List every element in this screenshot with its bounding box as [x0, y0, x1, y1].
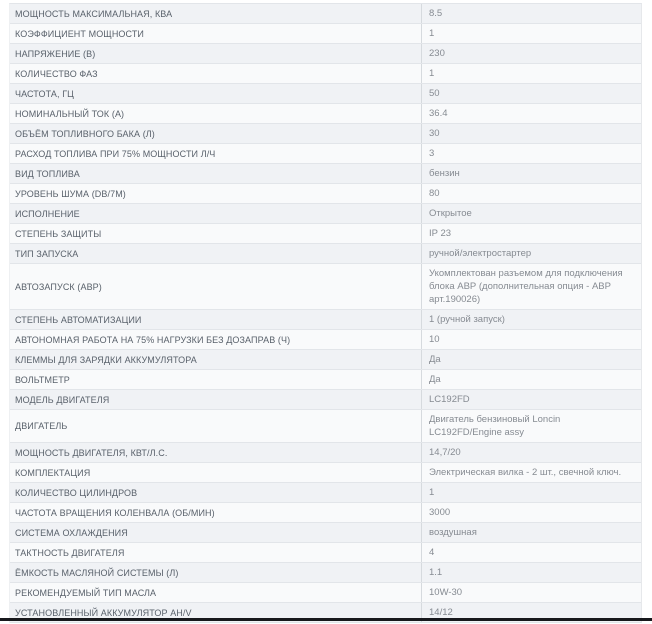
- spec-param-value: Укомплектован разъемом для подключения блока АВР (дополнительная опция - АВР арт.190026): [421, 264, 641, 309]
- table-row: [10, 184, 641, 204]
- table-row: [10, 204, 641, 224]
- spec-param-label: ТИП ЗАПУСКА: [15, 248, 79, 259]
- spec-param-label: СТЕПЕНЬ АВТОМАТИЗАЦИИ: [15, 314, 142, 325]
- spec-param-value: Двигатель бензиновый Loncin LC192FD/Engine assy: [421, 410, 641, 442]
- spec-param-label: КЛЕММЫ ДЛЯ ЗАРЯДКИ АККУМУЛЯТОРА: [15, 354, 197, 365]
- table-row: [10, 124, 641, 144]
- spec-param-label: ОБЪЁМ ТОПЛИВНОГО БАКА (Л): [15, 128, 155, 139]
- table-row: [10, 350, 641, 370]
- spec-param-label: МОЩНОСТЬ ДВИГАТЕЛЯ, КВТ/Л.С.: [15, 447, 168, 458]
- table-row: [10, 410, 641, 443]
- spec-param-value: 10W-30: [421, 583, 641, 602]
- spec-param-value: 10: [421, 330, 641, 349]
- table-row: [10, 523, 641, 543]
- table-row: [10, 503, 641, 523]
- spec-param-value: 14/12: [421, 603, 641, 622]
- table-row: [10, 330, 641, 350]
- spec-param-value: 30: [421, 124, 641, 143]
- spec-param-value: 3000: [421, 503, 641, 522]
- table-row: [10, 310, 641, 330]
- spec-param-value: 1: [421, 483, 641, 502]
- spec-param-label: МОЩНОСТЬ МАКСИМАЛЬНАЯ, КВА: [15, 8, 173, 19]
- table-row: [10, 144, 641, 164]
- spec-table: [9, 3, 642, 623]
- spec-param-label: УСТАНОВЛЕННЫЙ АККУМУЛЯТОР АН/V: [15, 607, 192, 618]
- table-row: [10, 583, 641, 603]
- table-row: [10, 244, 641, 264]
- spec-param-value: 1.1: [421, 563, 641, 582]
- spec-param-value: Да: [421, 370, 641, 389]
- spec-param-label: РЕКОМЕНДУЕМЫЙ ТИП МАСЛА: [15, 587, 157, 598]
- spec-param-value: Электрическая вилка - 2 шт., свечной ключ.: [421, 463, 641, 482]
- spec-param-value: ручной/электростартер: [421, 244, 641, 263]
- spec-param-value: Открытое: [421, 204, 641, 223]
- table-row: [10, 64, 641, 84]
- spec-param-value: 4: [421, 543, 641, 562]
- table-row: [10, 104, 641, 124]
- spec-param-value: 1 (ручной запуск): [421, 310, 641, 329]
- spec-param-value: IP 23: [421, 224, 641, 243]
- table-row: [10, 483, 641, 503]
- table-row: [10, 164, 641, 184]
- table-row: [10, 44, 641, 64]
- spec-param-label: КОЛИЧЕСТВО ФАЗ: [15, 68, 98, 79]
- spec-param-label: СТЕПЕНЬ ЗАЩИТЫ: [15, 228, 102, 239]
- spec-param-value: LC192FD: [421, 390, 641, 409]
- spec-param-label: РАСХОД ТОПЛИВА ПРИ 75% МОЩНОСТИ Л/Ч: [15, 148, 216, 159]
- table-row: [10, 443, 641, 463]
- spec-param-value: 230: [421, 44, 641, 63]
- spec-param-label: УРОВЕНЬ ШУМА (DB/7M): [15, 188, 126, 199]
- spec-param-value: бензин: [421, 164, 641, 183]
- spec-param-value: 8.5: [421, 4, 641, 23]
- spec-param-label: КОМПЛЕКТАЦИЯ: [15, 467, 91, 478]
- spec-param-value: Да: [421, 350, 641, 369]
- table-row: [10, 370, 641, 390]
- spec-param-label: ЧАСТОТА ВРАЩЕНИЯ КОЛЕНВАЛА (ОБ/МИН): [15, 507, 215, 518]
- table-row: [10, 4, 641, 24]
- spec-param-value: 14,7/20: [421, 443, 641, 462]
- spec-param-label: НАПРЯЖЕНИЕ (В): [15, 48, 96, 59]
- spec-param-value: 1: [421, 64, 641, 83]
- spec-param-label: ДВИГАТЕЛЬ: [15, 421, 68, 431]
- spec-param-value: 50: [421, 84, 641, 103]
- spec-param-label: ИСПОЛНЕНИЕ: [15, 208, 80, 219]
- table-row: [10, 224, 641, 244]
- spec-param-label: ЁМКОСТЬ МАСЛЯНОЙ СИСТЕМЫ (Л): [15, 567, 179, 578]
- spec-param-label: НОМИНАЛЬНЫЙ ТОК (А): [15, 108, 125, 119]
- spec-param-label: ВИД ТОПЛИВА: [15, 168, 80, 179]
- spec-param-label: КОЭФФИЦИЕНТ МОЩНОСТИ: [15, 28, 144, 39]
- table-row: [10, 84, 641, 104]
- table-row: [10, 24, 641, 44]
- spec-param-value: воздушная: [421, 523, 641, 542]
- table-row: [10, 264, 641, 310]
- spec-param-value: 36.4: [421, 104, 641, 123]
- table-row: [10, 463, 641, 483]
- spec-param-label: ЧАСТОТА, ГЦ: [15, 88, 74, 99]
- spec-param-label: ВОЛЬТМЕТР: [15, 374, 70, 385]
- table-row: [10, 543, 641, 563]
- spec-param-value: 1: [421, 24, 641, 43]
- table-row: [10, 563, 641, 583]
- spec-param-label: АВТОЗАПУСК (АВР): [15, 281, 102, 292]
- spec-param-label: КОЛИЧЕСТВО ЦИЛИНДРОВ: [15, 487, 138, 498]
- spec-param-label: МОДЕЛЬ ДВИГАТЕЛЯ: [15, 394, 110, 405]
- spec-param-label: АВТОНОМНАЯ РАБОТА НА 75% НАГРУЗКИ БЕЗ ДОЗАПРАВ (Ч): [15, 334, 291, 345]
- spec-param-value: 80: [421, 184, 641, 203]
- bottom-edge-bar: [0, 618, 652, 621]
- table-row: [10, 390, 641, 410]
- spec-param-value: 3: [421, 144, 641, 163]
- spec-param-label: СИСТЕМА ОХЛАЖДЕНИЯ: [15, 527, 128, 538]
- spec-param-label: ТАКТНОСТЬ ДВИГАТЕЛЯ: [15, 547, 125, 558]
